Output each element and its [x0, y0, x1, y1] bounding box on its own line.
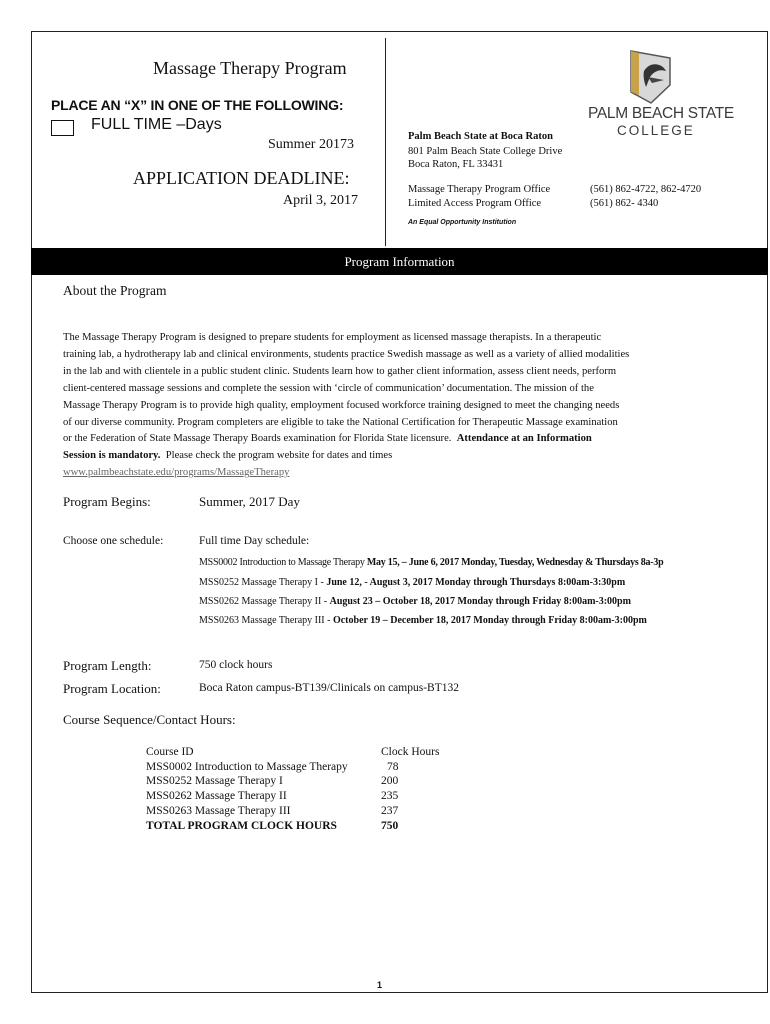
- course-cell: MSS0252 Massage Therapy I: [146, 775, 283, 788]
- equal-opportunity-note: An Equal Opportunity Institution: [408, 219, 517, 226]
- schedule-course: MSS0252 Massage Therapy I -: [199, 577, 327, 588]
- logo-line2: COLLEGE: [617, 123, 695, 138]
- schedule-course: MSS0263 Massage Therapy III -: [199, 615, 333, 626]
- deadline-date: April 3, 2017: [283, 193, 359, 208]
- about-line: of our diverse community. Program completers are eligible to take the National Certification for Therapeutic Massage examination: [63, 416, 618, 428]
- about-line: client-centered massage sessions and complete the session with ‘circle of communication’ documentation. The mission of the: [63, 382, 594, 394]
- page-title: Massage Therapy Program: [153, 58, 347, 78]
- program-length-label: Program Length:: [63, 658, 152, 673]
- schedule-row: [199, 615, 647, 626]
- about-line: in the lab and with clientele in a public student clinic. Students learn how to gather client information, assess client needs, perform: [63, 365, 617, 377]
- about-line: or the Federation of State Massage Therapy Boards examination for Florida State licensure.: [63, 433, 452, 445]
- college-logo: [586, 47, 734, 147]
- street-address: 801 Palm Beach State College Drive: [408, 146, 563, 157]
- header-divider: [385, 38, 386, 246]
- total-hours: 750: [381, 819, 399, 832]
- city-address: Boca Raton, FL 33431: [408, 159, 504, 170]
- course-sequence-heading: Course Sequence/Contact Hours:: [63, 712, 236, 727]
- office2-name: Limited Access Program Office: [408, 198, 542, 209]
- office1-phone: (561) 862-4722, 862-4720: [590, 184, 702, 195]
- check-website-text: Please check the program website for dates and times: [165, 450, 393, 462]
- schedule-dates: June 12, - August 3, 2017 Monday through Thursdays 8:00am-3:30pm: [326, 577, 626, 588]
- about-line: training lab, a hydrotherapy lab and clinical environments, students practice Swedish massage as well as a variety of allied modalities: [63, 348, 630, 360]
- course-id-header: Course ID: [146, 746, 194, 758]
- attendance-line: [63, 448, 713, 465]
- program-begins-value: Summer, 2017 Day: [199, 494, 300, 509]
- program-length-value: 750 clock hours: [199, 659, 273, 671]
- schedule-dates: August 23 – October 18, 2017 Monday through Friday 8:00am-3:00pm: [329, 596, 631, 607]
- attendance-mandatory: Session is mandatory.: [63, 450, 161, 462]
- place-x-instruction: PLACE AN “X” IN ONE OF THE FOLLOWING:: [51, 97, 344, 113]
- hours-cell: 235: [381, 790, 399, 803]
- schedule-course: MSS0262 Massage Therapy II -: [199, 596, 330, 607]
- about-heading: About the Program: [63, 283, 167, 298]
- hours-cell: 200: [381, 775, 399, 788]
- about-line-last: [63, 431, 713, 448]
- clock-hours-column: [381, 745, 439, 833]
- campus-name: Palm Beach State at Boca Raton: [408, 131, 553, 142]
- hours-cell: 78: [387, 760, 399, 773]
- total-label: TOTAL PROGRAM CLOCK HOURS: [146, 819, 337, 832]
- schedule-row: [199, 577, 625, 588]
- course-id-column: [146, 745, 348, 833]
- full-time-option-label: FULL TIME –Days: [91, 116, 222, 133]
- about-paragraph: [63, 330, 713, 482]
- clock-hours-header: Clock Hours: [381, 746, 440, 758]
- term-label: Summer 20173: [268, 137, 354, 152]
- program-location-label: Program Location:: [63, 681, 161, 696]
- course-cell: MSS0262 Massage Therapy II: [146, 790, 287, 803]
- page-number: 1: [377, 980, 383, 990]
- office1-name: Massage Therapy Program Office: [408, 184, 551, 195]
- attendance-note: Attendance at an Information: [456, 433, 592, 445]
- schedule-row: [199, 596, 631, 607]
- course-cell: MSS0263 Massage Therapy III: [146, 804, 291, 817]
- schedule-course: MSS0002 Introduction to Massage Therapy: [199, 557, 365, 568]
- deadline-label: APPLICATION DEADLINE:: [133, 168, 350, 188]
- full-time-checkbox[interactable]: [51, 120, 74, 136]
- hours-cell: 237: [381, 804, 399, 817]
- link-line: [63, 465, 713, 482]
- program-location-value: Boca Raton campus-BT139/Clinicals on campus-BT132: [199, 682, 459, 694]
- schedule-label: Choose one schedule:: [63, 535, 164, 547]
- program-info-banner: Program Information: [31, 248, 768, 275]
- office2-phone: (561) 862- 4340: [590, 198, 659, 209]
- program-website-link[interactable]: www.palmbeachstate.edu/programs/MassageTherapy: [63, 467, 290, 479]
- about-line: Massage Therapy Program is to provide high quality, employment focused workforce training designed to meet the changing needs: [63, 399, 620, 411]
- about-line: The Massage Therapy Program is designed to prepare students for employment as licensed massage therapists. In a therapeutic: [63, 332, 602, 343]
- schedule-heading: Full time Day schedule:: [199, 535, 310, 547]
- program-begins-label: Program Begins:: [63, 494, 151, 509]
- logo-line1: PALM BEACH STATE: [588, 105, 734, 122]
- schedule-dates: October 19 – December 18, 2017 Monday through Friday 8:00am-3:00pm: [332, 615, 647, 626]
- course-cell: MSS0002 Introduction to Massage Therapy: [146, 760, 348, 773]
- schedule-row: [199, 557, 663, 568]
- schedule-dates: May 15, – June 6, 2017 Monday, Tuesday, Wednesday & Thursdays 8a-3p: [366, 557, 664, 568]
